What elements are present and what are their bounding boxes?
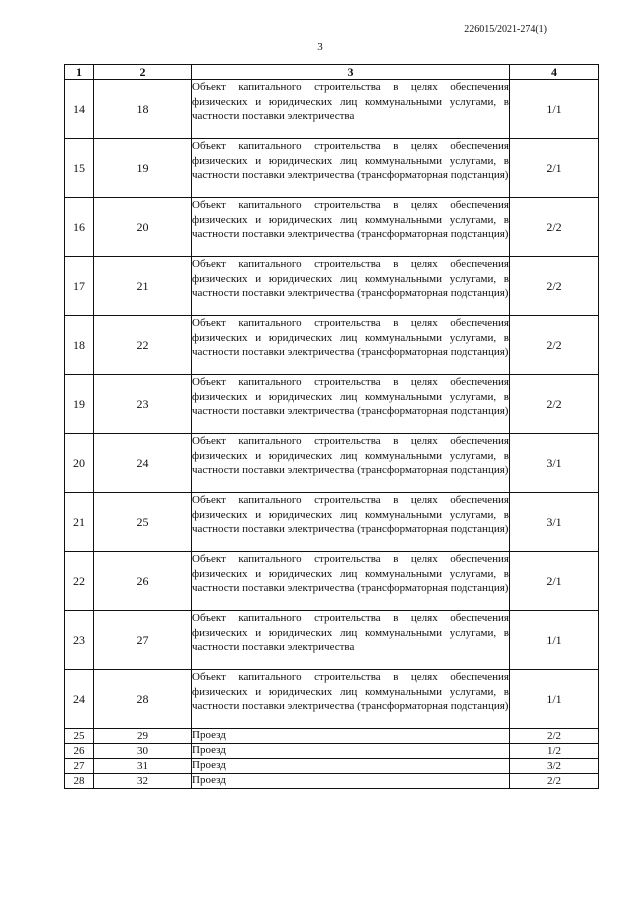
table-row [65,198,599,257]
row-number: 23 [65,611,94,670]
table-row [65,493,599,552]
row-number: 26 [65,744,94,759]
document-id: 226015/2021-274(1) [464,24,547,35]
object-value: 2/2 [510,316,599,375]
object-value: 1/2 [510,744,599,759]
object-description: Объект капитального строительства в целях обеспечения физических и юридических лиц коммунальными услугами, в частности поставки электричества (трансформаторная подстанция) [192,140,509,181]
object-value: 2/1 [510,139,599,198]
object-description: Объект капитального строительства в целях обеспечения физических и юридических лиц коммунальными услугами, в частности поставки электричества (трансформаторная подстанция) [192,258,509,299]
object-value: 1/1 [510,611,599,670]
table-row [65,744,599,759]
table-row [65,552,599,611]
table-row [65,774,599,789]
table-row [65,375,599,434]
objects-table [64,64,599,789]
object-number: 25 [94,493,192,552]
header-col-3: 3 [192,65,510,80]
object-description: Объект капитального строительства в целях обеспечения физических и юридических лиц коммунальными услугами, в частности поставки электричества (трансформаторная подстанция) [192,494,509,535]
object-value: 2/2 [510,729,599,744]
row-number: 15 [65,139,94,198]
object-number: 21 [94,257,192,316]
object-number: 32 [94,774,192,789]
page-number: 3 [317,41,323,53]
object-number: 19 [94,139,192,198]
object-description: Проезд [192,759,226,771]
object-value: 3/1 [510,434,599,493]
object-number: 28 [94,670,192,729]
object-number: 23 [94,375,192,434]
header-col-4: 4 [510,65,599,80]
header-col-1: 1 [65,65,94,80]
object-description: Объект капитального строительства в целях обеспечения физических и юридических лиц коммунальными услугами, в частности поставки электричества [192,81,509,122]
object-description: Объект капитального строительства в целях обеспечения физических и юридических лиц коммунальными услугами, в частности поставки электричества (трансформаторная подстанция) [192,199,509,240]
row-number: 28 [65,774,94,789]
object-description: Проезд [192,729,226,741]
table-row [65,611,599,670]
row-number: 18 [65,316,94,375]
object-number: 18 [94,80,192,139]
row-number: 19 [65,375,94,434]
table-row [65,759,599,774]
table-row [65,729,599,744]
object-value: 2/2 [510,257,599,316]
object-description: Объект капитального строительства в целях обеспечения физических и юридических лиц коммунальными услугами, в частности поставки электричества (трансформаторная подстанция) [192,671,509,712]
row-number: 16 [65,198,94,257]
row-number: 24 [65,670,94,729]
object-number: 30 [94,744,192,759]
object-value: 3/1 [510,493,599,552]
row-number: 22 [65,552,94,611]
object-description: Объект капитального строительства в целях обеспечения физических и юридических лиц коммунальными услугами, в частности поставки электричества (трансформаторная подстанция) [192,376,509,417]
table-row [65,80,599,139]
object-number: 27 [94,611,192,670]
object-number: 26 [94,552,192,611]
object-value: 2/1 [510,552,599,611]
object-value: 2/2 [510,774,599,789]
object-description: Проезд [192,774,226,786]
table-row [65,670,599,729]
object-description: Объект капитального строительства в целях обеспечения физических и юридических лиц коммунальными услугами, в частности поставки электричества (трансформаторная подстанция) [192,553,509,594]
object-value: 2/2 [510,198,599,257]
row-number: 20 [65,434,94,493]
object-number: 20 [94,198,192,257]
row-number: 14 [65,80,94,139]
row-number: 27 [65,759,94,774]
object-value: 2/2 [510,375,599,434]
object-description: Объект капитального строительства в целях обеспечения физических и юридических лиц коммунальными услугами, в частности поставки электричества [192,612,509,653]
object-number: 22 [94,316,192,375]
object-value: 1/1 [510,670,599,729]
header-col-2: 2 [94,65,192,80]
object-value: 3/2 [510,759,599,774]
table-row [65,434,599,493]
row-number: 17 [65,257,94,316]
row-number: 25 [65,729,94,744]
object-value: 1/1 [510,80,599,139]
object-description: Объект капитального строительства в целях обеспечения физических и юридических лиц коммунальными услугами, в частности поставки электричества (трансформаторная подстанция) [192,435,509,476]
object-description: Объект капитального строительства в целях обеспечения физических и юридических лиц коммунальными услугами, в частности поставки электричества (трансформаторная подстанция) [192,317,509,358]
object-number: 29 [94,729,192,744]
object-number: 24 [94,434,192,493]
table-row [65,139,599,198]
row-number: 21 [65,493,94,552]
object-number: 31 [94,759,192,774]
table-row [65,257,599,316]
object-description: Проезд [192,744,226,756]
table-header-row [65,65,599,80]
table-row [65,316,599,375]
